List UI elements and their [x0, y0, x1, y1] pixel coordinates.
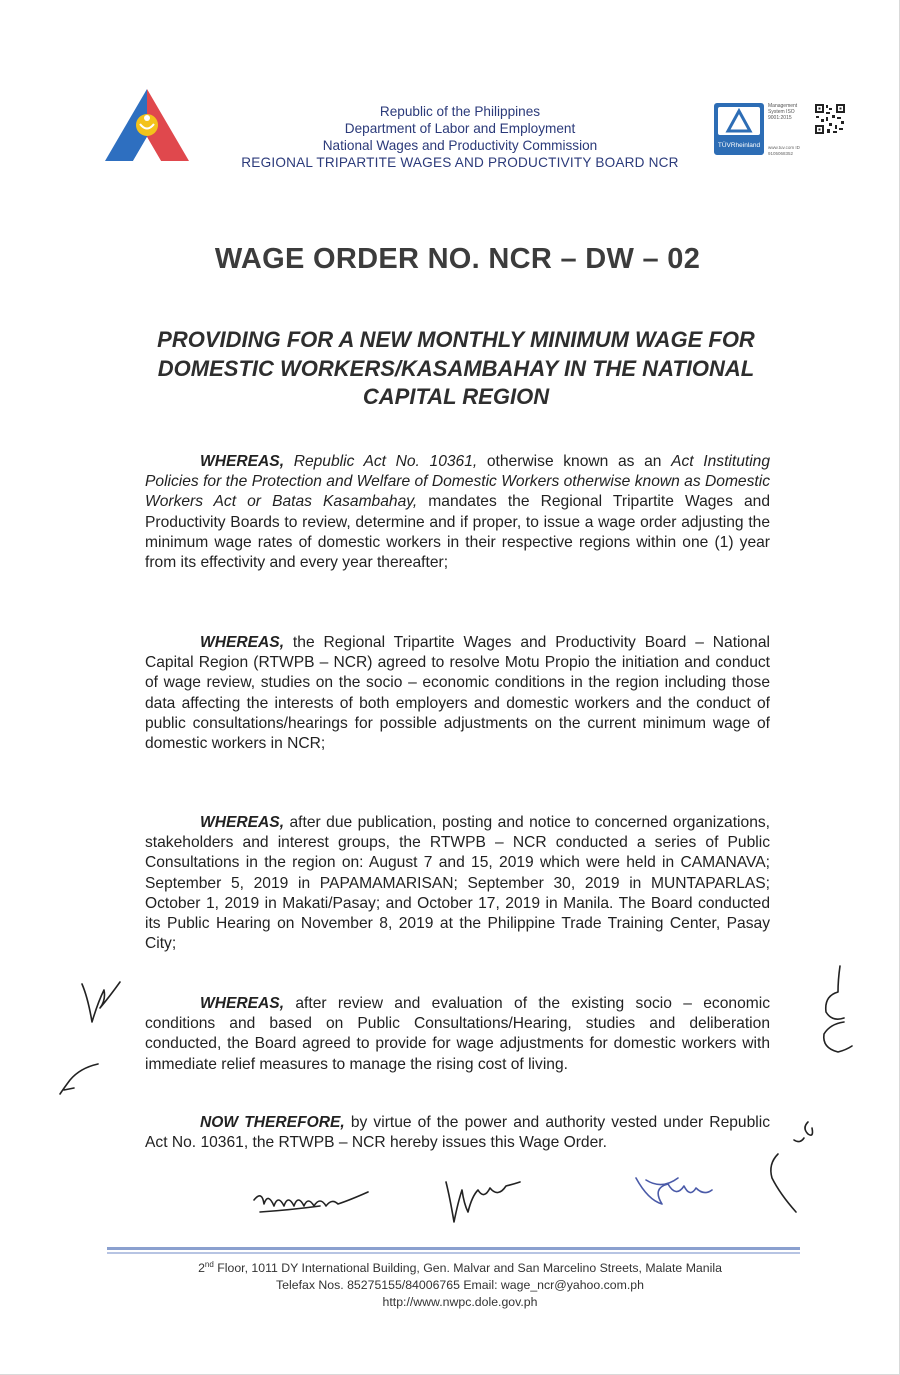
whereas-paragraph-3 — [145, 813, 770, 954]
footer-address — [150, 1256, 770, 1277]
floor-suffix: nd — [204, 1260, 214, 1269]
dole-logo-icon — [103, 87, 191, 163]
whereas-paragraph-2 — [145, 633, 770, 754]
whereas-lead: WHEREAS, — [200, 634, 285, 651]
footer-contact — [150, 1256, 770, 1311]
qr-code-icon — [814, 103, 846, 135]
footer-website-link[interactable]: http://www.nwpc.dole.gov.ph — [382, 1295, 538, 1310]
paragraph-text: after review and evaluation of the existing socio – economic conditions and based on Public Consultations/Hearing, studies and deliberation conducted, the Board agreed to provide for wage adjustments for domestic workers with immediate relief measures to manage the rising cost of living. — [145, 995, 770, 1073]
whereas-lead: WHEREAS, — [200, 995, 285, 1012]
header-board: REGIONAL TRIPARTITE WAGES AND PRODUCTIVITY BOARD NCR — [241, 155, 679, 170]
paragraph-text: otherwise known as an — [477, 453, 672, 470]
address-text: Floor, 1011 DY International Building, Gen. Malvar and San Marcelino Streets, Malate Manila — [213, 1261, 722, 1276]
act-title: Act Instituting Policies for the Protection and Welfare of Domestic Workers otherwise known as Domestic Workers Act or Batas Kasambahay, — [145, 453, 771, 511]
tuv-logo-icon — [714, 103, 764, 155]
cert-id: www.tuv.com ID 9105068352 — [768, 145, 800, 156]
paragraph-text: the Regional Tripartite Wages and Productivity Board – National Capital Region (RTWPB – NCR) agreed to resolve Motu Propio the initiation and conduct of wage review, studies on the socio – economic conditions in the region including those data affecting the interests of both employers and domestic workers and the conduct of public consultations/hearings for possible adjustments on the current minimum wage of domestic workers in NCR; — [145, 634, 770, 753]
margin-initial-left-1 — [78, 978, 124, 1028]
cert-note: Management System ISO 9001:2015 — [768, 103, 798, 121]
footer-telefax-email: Telefax Nos. 85275155/84006765 Email: wage_ncr@yahoo.com.ph — [276, 1278, 644, 1293]
paragraph-text: after due publication, posting and notice to concerned organizations, stakeholders and interest groups, the RTWPB – NCR conducted a series of Public Consultations in the region on: August 7 and 15, 2019 which were held in CAMANAVA; September 5, 2019 in PAPAMAMARISAN; September 30, 2019 in MUNTAPARLAS; October 1, 2019 in Makati/Pasay; and October 17, 2019 in Manila. The Board conducted its Public Hearing on November 8, 2019 at the Philippine Trade Training Center, Pasay City; — [145, 814, 770, 953]
margin-initial-right-1 — [808, 962, 858, 1058]
wage-order-subtitle: PROVIDING FOR A NEW MONTHLY MINIMUM WAGE FOR DOMESTIC WORKERS/KASAMBAHAY IN THE NATIONAL CAPITAL REGION — [157, 327, 755, 409]
header-commission: National Wages and Productivity Commission — [322, 138, 598, 153]
paragraph-text: mandates the Regional Tripartite Wages and Productivity Boards to review, determine and if proper, to issue a wage order adjusting the minimum wage rates of domestic workers in their respective regions within one (1) year from its effectivity and every year thereafter; — [145, 493, 770, 572]
signature-1 — [250, 1182, 374, 1218]
wage-order-title: WAGE ORDER NO. NCR – DW – 02 — [214, 243, 701, 275]
tuv-label: TÜVRheinland — [717, 142, 761, 149]
paragraph-text: by virtue of the power and authority vested under Republic Act No. 10361, the RTWPB – NCR hereby issues this Wage Order. — [145, 1114, 770, 1152]
margin-initial-left-2 — [58, 1058, 102, 1098]
agency-header — [200, 103, 720, 171]
whereas-lead: WHEREAS, — [200, 814, 285, 831]
signature-3 — [632, 1170, 718, 1210]
floor-number: 2 — [198, 1261, 205, 1276]
law-reference: Republic Act No. 10361, — [293, 453, 478, 470]
whereas-paragraph-1 — [145, 452, 770, 573]
header-republic: Republic of the Philippines — [379, 104, 541, 119]
certification-badge — [712, 101, 852, 161]
now-therefore-paragraph — [145, 1113, 770, 1153]
signature-2 — [440, 1174, 524, 1226]
margin-initial-right-2 — [764, 1118, 824, 1218]
whereas-paragraph-4 — [145, 994, 770, 1075]
now-therefore-lead: NOW THEREFORE, — [200, 1114, 345, 1131]
whereas-lead: WHEREAS, — [200, 453, 285, 470]
header-department: Department of Labor and Employment — [344, 121, 576, 136]
footer-divider — [107, 1247, 800, 1254]
